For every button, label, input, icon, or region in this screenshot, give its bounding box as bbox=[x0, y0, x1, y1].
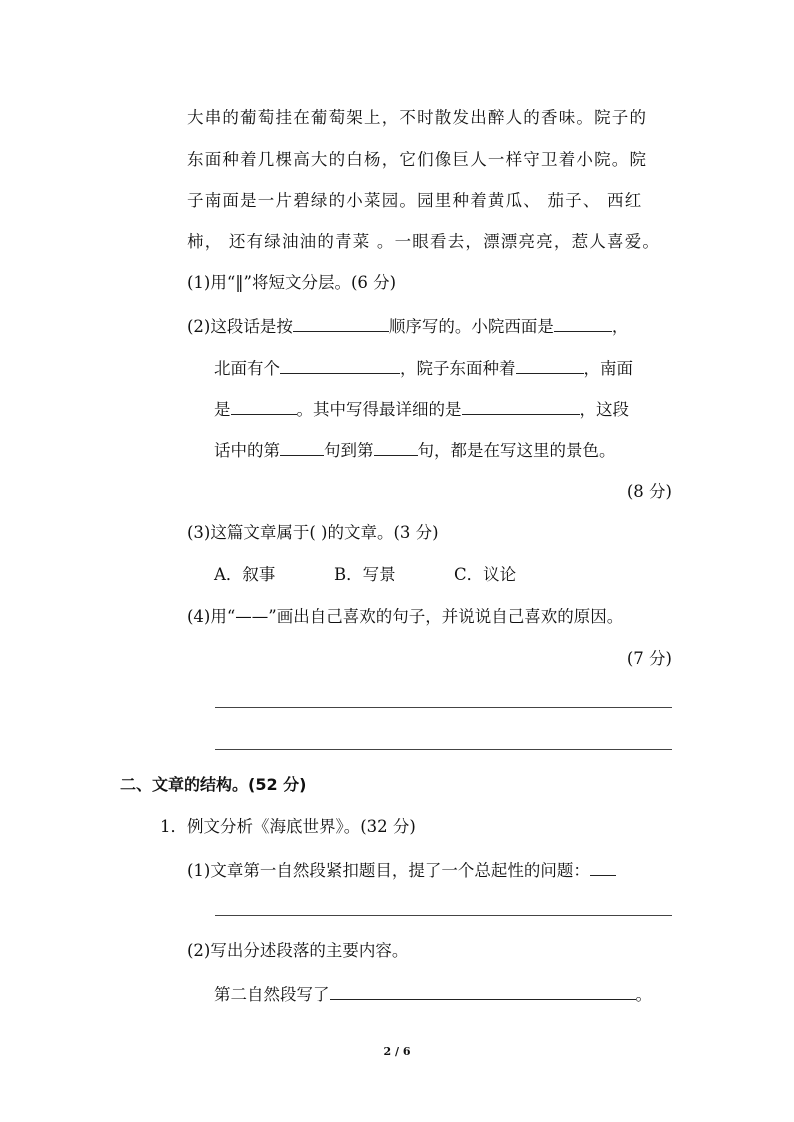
question-2-score: (8 分) bbox=[626, 482, 672, 501]
blank-detail[interactable] bbox=[462, 397, 580, 415]
passage-line-1: 大串的葡萄挂在葡萄架上，不时散发出醉人的香味。院子的 bbox=[187, 108, 648, 127]
question-3: (3)这篇文章属于( )的文章。(3 分) bbox=[187, 523, 439, 542]
q2-text: ，这段 bbox=[579, 400, 629, 419]
question-2-line-2 bbox=[214, 356, 633, 380]
sub1-text: (1)文章第一自然段紧扣题目，提了一个总起性的问题： bbox=[187, 861, 590, 880]
q2-text: 北面有个 bbox=[214, 359, 280, 378]
sub2-text: 第二自然段写了 bbox=[214, 985, 330, 1004]
section-2-title: 二、文章的结构。(52 分) bbox=[120, 775, 307, 794]
passage-line-4: 柿， 还有绿油油的青菜 。一眼看去，漂漂亮亮，惹人喜爱。 bbox=[187, 232, 661, 251]
question-1: (1)用“‖”将短文分层。(6 分) bbox=[187, 273, 397, 292]
q2-text: 句到第 bbox=[324, 441, 374, 460]
sub-question-2: (2)写出分述段落的主要内容。 bbox=[187, 941, 409, 960]
option-a[interactable]: A．叙事 bbox=[214, 565, 276, 584]
q2-text: 顺序写的。小院西面是 bbox=[388, 317, 554, 336]
q2-text: 句，都是在写这里的景色。 bbox=[417, 441, 616, 460]
blank-from-sentence[interactable] bbox=[280, 438, 324, 456]
question-2-line-1 bbox=[187, 314, 628, 338]
q2-text: 是 bbox=[214, 400, 231, 419]
question-2-line-4 bbox=[214, 438, 616, 462]
sub2-end: 。 bbox=[635, 985, 652, 1004]
q2-text: 。其中写得最详细的是 bbox=[296, 400, 462, 419]
q2-text: ， bbox=[611, 317, 629, 336]
blank-order[interactable] bbox=[293, 314, 389, 332]
blank-north[interactable] bbox=[280, 356, 400, 374]
q2-text: (2)这段话是按 bbox=[187, 317, 293, 336]
q2-text: ，院子东面种着 bbox=[400, 359, 516, 378]
passage-line-2: 东面种着几棵高大的白杨，它们像巨人一样守卫着小院。院 bbox=[187, 150, 648, 169]
answer-line-1[interactable] bbox=[215, 707, 672, 708]
blank-east[interactable] bbox=[516, 356, 584, 374]
option-b[interactable]: B．写景 bbox=[334, 565, 396, 584]
option-c[interactable]: C．议论 bbox=[454, 565, 517, 584]
blank-paragraph-2[interactable] bbox=[330, 982, 636, 1000]
question-2-line-3 bbox=[214, 397, 629, 421]
answer-line-3[interactable] bbox=[215, 915, 672, 916]
page-number: 2 / 6 bbox=[383, 1045, 411, 1058]
question-4-score: (7 分) bbox=[626, 649, 672, 668]
q2-text: 话中的第 bbox=[214, 441, 280, 460]
question-4: (4)用“——”画出自己喜欢的句子，并说说自己喜欢的原因。 bbox=[187, 607, 624, 626]
blank-south[interactable] bbox=[231, 397, 297, 415]
answer-line-2[interactable] bbox=[215, 749, 672, 750]
question-3-options bbox=[214, 564, 516, 586]
blank-sub1[interactable] bbox=[590, 858, 616, 876]
q2-text: ，南面 bbox=[583, 359, 633, 378]
item-1: 1．例文分析《海底世界》。(32 分) bbox=[160, 817, 416, 836]
passage-line-3: 子南面是一片碧绿的小菜园。园里种着黄瓜、 茄子、 西红 bbox=[187, 191, 643, 210]
sub-question-1 bbox=[187, 858, 616, 882]
blank-west[interactable] bbox=[554, 314, 612, 332]
sub-question-2-line bbox=[214, 982, 652, 1006]
blank-to-sentence[interactable] bbox=[374, 438, 418, 456]
